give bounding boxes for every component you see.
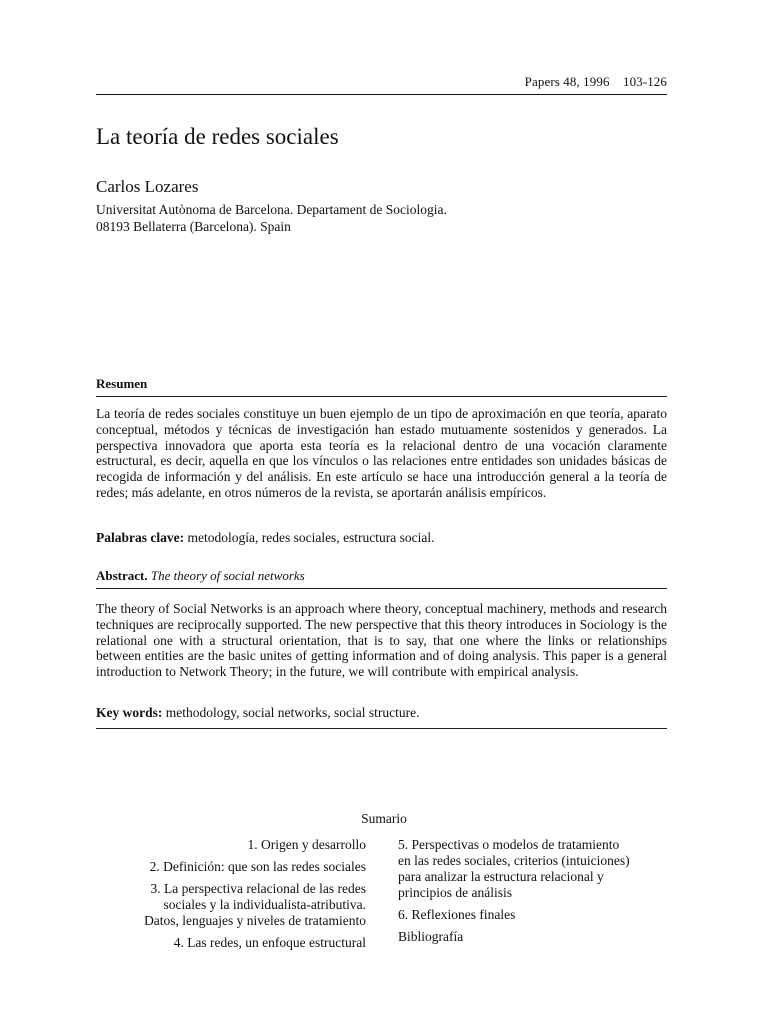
- sumario-heading: Sumario: [361, 811, 407, 826]
- sumario-item: [398, 837, 670, 901]
- palabras-clave-label: Palabras clave:: [96, 530, 185, 545]
- sumario-item-line: 3. La perspectiva relacional de las redes: [150, 881, 366, 896]
- sumario-item: [398, 907, 670, 923]
- sumario-item-line: principios de análisis: [398, 885, 512, 900]
- sumario-item-line: Datos, lenguajes y niveles de tratamiento: [144, 913, 366, 928]
- sumario-item: [96, 837, 366, 853]
- sumario-item: [96, 935, 366, 951]
- key-words-label: Key words:: [96, 705, 163, 720]
- resumen-body: La teoría de redes sociales constituye un buen ejemplo de un tipo de aproximación en que teoría, aparato conceptual, métodos y técnicas de investigación han estado mutuamente sostenidos y generados. La perspectiva innovadora que aporta esta teoría es la relacional dentro de una vocación claramente estructural, es decir, aquella en que los vínculos o las relaciones entre entidades son unidades básicas de recogida de información y del análisis. En este artículo se hace una introducción general a la teoría de redes; más adelante, en otros números de la revista, se aportarán análisis empíricos.: [96, 406, 667, 500]
- abstract-rule: [96, 588, 667, 589]
- sumario-item: [398, 929, 670, 945]
- resumen-heading: Resumen: [96, 376, 148, 391]
- article-title: La teoría de redes sociales: [96, 124, 339, 149]
- sumario-item-line: en las redes sociales, criterios (intuiciones): [398, 853, 630, 868]
- sumario-item-line: 4. Las redes, un enfoque estructural: [173, 935, 366, 950]
- affiliation-line-2: 08193 Bellaterra (Barcelona). Spain: [96, 219, 291, 234]
- affiliation-line-1: Universitat Autònoma de Barcelona. Departament de Sociologia.: [96, 202, 447, 217]
- header-rule: [96, 94, 667, 95]
- sumario-item-line: 5. Perspectivas o modelos de tratamiento: [398, 837, 620, 852]
- sumario-item-line: para analizar la estructura relacional y: [398, 869, 604, 884]
- abstract-label: Abstract.: [96, 568, 148, 583]
- sumario-item-line: 6. Reflexiones finales: [398, 907, 516, 922]
- abstract-body: The theory of Social Networks is an approach where theory, conceptual machinery, methods and research techniques are reciprocally supported. The new perspective that this theory introduces in Sociology is the relational one with a structural orientation, that is to say, that one where the links or relationships between entities are the basic unites of getting information and of doing analysis. This paper is a general introduction to Network Theory; in the future, we will contribute with empirical analysis.: [96, 601, 667, 680]
- resumen-rule: [96, 396, 667, 397]
- key-words-values: methodology, social networks, social structure.: [165, 705, 420, 720]
- sumario-item: [96, 859, 366, 875]
- sumario-item-line: Bibliografía: [398, 929, 464, 944]
- sumario-item-line: sociales y la individualista-atributiva.: [163, 897, 366, 912]
- sumario-left-column: [96, 837, 366, 957]
- running-head: Papers 48, 1996 103-126: [524, 74, 667, 89]
- palabras-clave: [96, 530, 667, 546]
- key-words: [96, 705, 667, 721]
- sumario-right-column: [398, 837, 670, 951]
- author-name: Carlos Lozares: [96, 177, 199, 196]
- sumario-item-line: 2. Definición: que son las redes sociales: [149, 859, 366, 874]
- palabras-clave-values: metodología, redes sociales, estructura social.: [187, 530, 435, 545]
- abstract-end-rule: [96, 728, 667, 729]
- sumario-item: [96, 881, 366, 929]
- abstract-heading: [96, 568, 305, 584]
- sumario-item-line: 1. Origen y desarrollo: [247, 837, 366, 852]
- abstract-title: The theory of social networks: [150, 568, 305, 583]
